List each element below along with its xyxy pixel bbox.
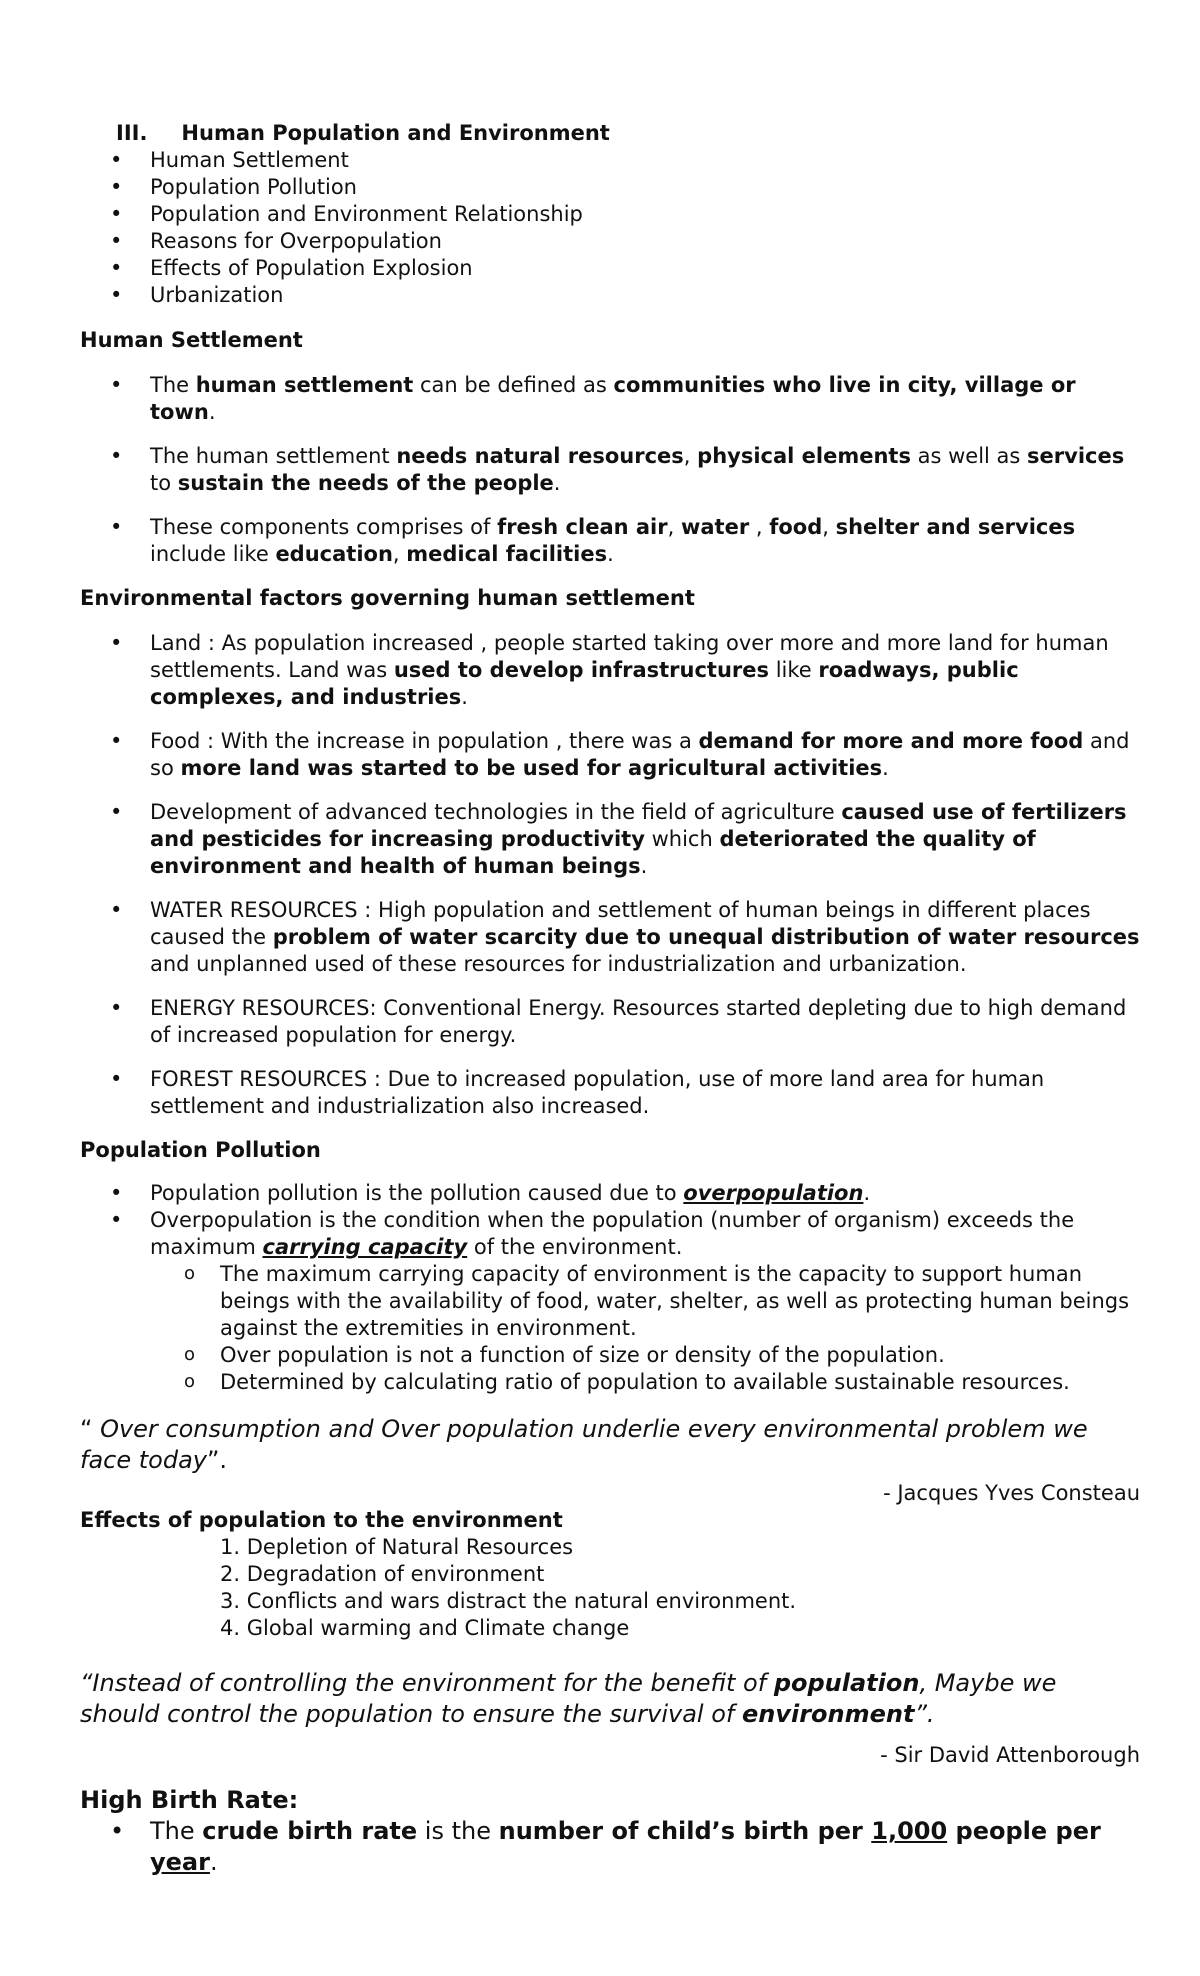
list-item: • These components comprises of fresh clean air, water , food, shelter and services include like education, medical facilities. [80,514,1140,568]
list-item: • Overpopulation is the condition when the population (number of organism) exceeds the maximum carrying capacity of the environment. [80,1207,1140,1261]
settlement-list [80,372,1140,568]
section-title-factors: Environmental factors governing human settlement [80,586,695,610]
list-item: • The human settlement can be defined as communities who live in city, village or town. [80,372,1140,426]
list-item: • Population Pollution [80,174,1140,201]
list-item: • Urbanization [80,282,1140,309]
topic-list [80,147,1140,309]
list-item: 4. Global warming and Climate change [220,1616,630,1640]
list-item: • WATER RESOURCES : High population and settlement of human beings in different places caused the problem of water scarcity due to unequal distribution of water resources and unplanned used of these resources for industrialization and urbanization. [80,897,1140,978]
list-item: • Land : As population increased , people started taking over more and more land for human settlements. Land was used to develop infrastructures like roadways, public complexes, and industries. [80,630,1140,711]
list-item: 2. Degradation of environment [220,1562,545,1586]
list-item: 3. Conflicts and wars distract the natural environment. [220,1589,797,1613]
pollution-list [80,1180,1140,1261]
list-item: • The human settlement needs natural resources, physical elements as well as services to sustain the needs of the people. [80,443,1140,497]
section-title-settlement: Human Settlement [80,328,303,352]
list-item: • Population pollution is the pollution caused due to overpopulation. [80,1180,1140,1207]
list-item: • Food : With the increase in population , there was a demand for more and more food and so more land was started to be used for agricultural activities. [80,728,1140,782]
list-item: • The crude birth rate is the number of child’s birth per 1,000 people per year. [80,1816,1140,1878]
pollution-sublist [80,1261,1140,1396]
chapter-title: Human Population and Environment [181,121,610,145]
section-title-pollution: Population Pollution [80,1138,321,1162]
list-item: • Reasons for Overpopulation [80,228,1140,255]
sub-list-item: o Determined by calculating ratio of population to available sustainable resources. [80,1369,1140,1396]
quote-attenborough: “Instead of controlling the environment for the benefit of population, Maybe we should control the population to ensure the survival of environment”. [80,1669,1057,1728]
effects-list [80,1534,1140,1642]
document-page [80,120,1140,1878]
section-title-birth-rate: High Birth Rate: [80,1786,299,1814]
list-item: • Human Settlement [80,147,1140,174]
list-item: • Effects of Population Explosion [80,255,1140,282]
factors-list [80,630,1140,1120]
birth-rate-list [80,1816,1140,1878]
chapter-heading [80,120,1140,147]
quote-author: - Sir David Attenborough [880,1743,1140,1767]
quote-consteau: “ Over consumption and Over population underlie every environmental problem we face today”. [80,1415,1088,1474]
section-title-effects: Effects of population to the environment [80,1508,563,1532]
quote-author: - Jacques Yves Consteau [883,1481,1140,1505]
list-item: 1. Depletion of Natural Resources [220,1535,574,1559]
list-item: • Population and Environment Relationship [80,201,1140,228]
sub-list-item: o The maximum carrying capacity of environment is the capacity to support human beings with the availability of food, water, shelter, as well as protecting human beings against the extremities in environment. [80,1261,1140,1342]
list-item: • Development of advanced technologies in the field of agriculture caused use of fertilizers and pesticides for increasing productivity which deteriorated the quality of environment and health of human beings. [80,799,1140,880]
sub-list-item: o Over population is not a function of size or density of the population. [80,1342,1140,1369]
chapter-numeral: III. [116,121,148,145]
list-item: • FOREST RESOURCES : Due to increased population, use of more land area for human settlement and industrialization also increased. [80,1066,1140,1120]
list-item: • ENERGY RESOURCES: Conventional Energy. Resources started depleting due to high demand of increased population for energy. [80,995,1140,1049]
